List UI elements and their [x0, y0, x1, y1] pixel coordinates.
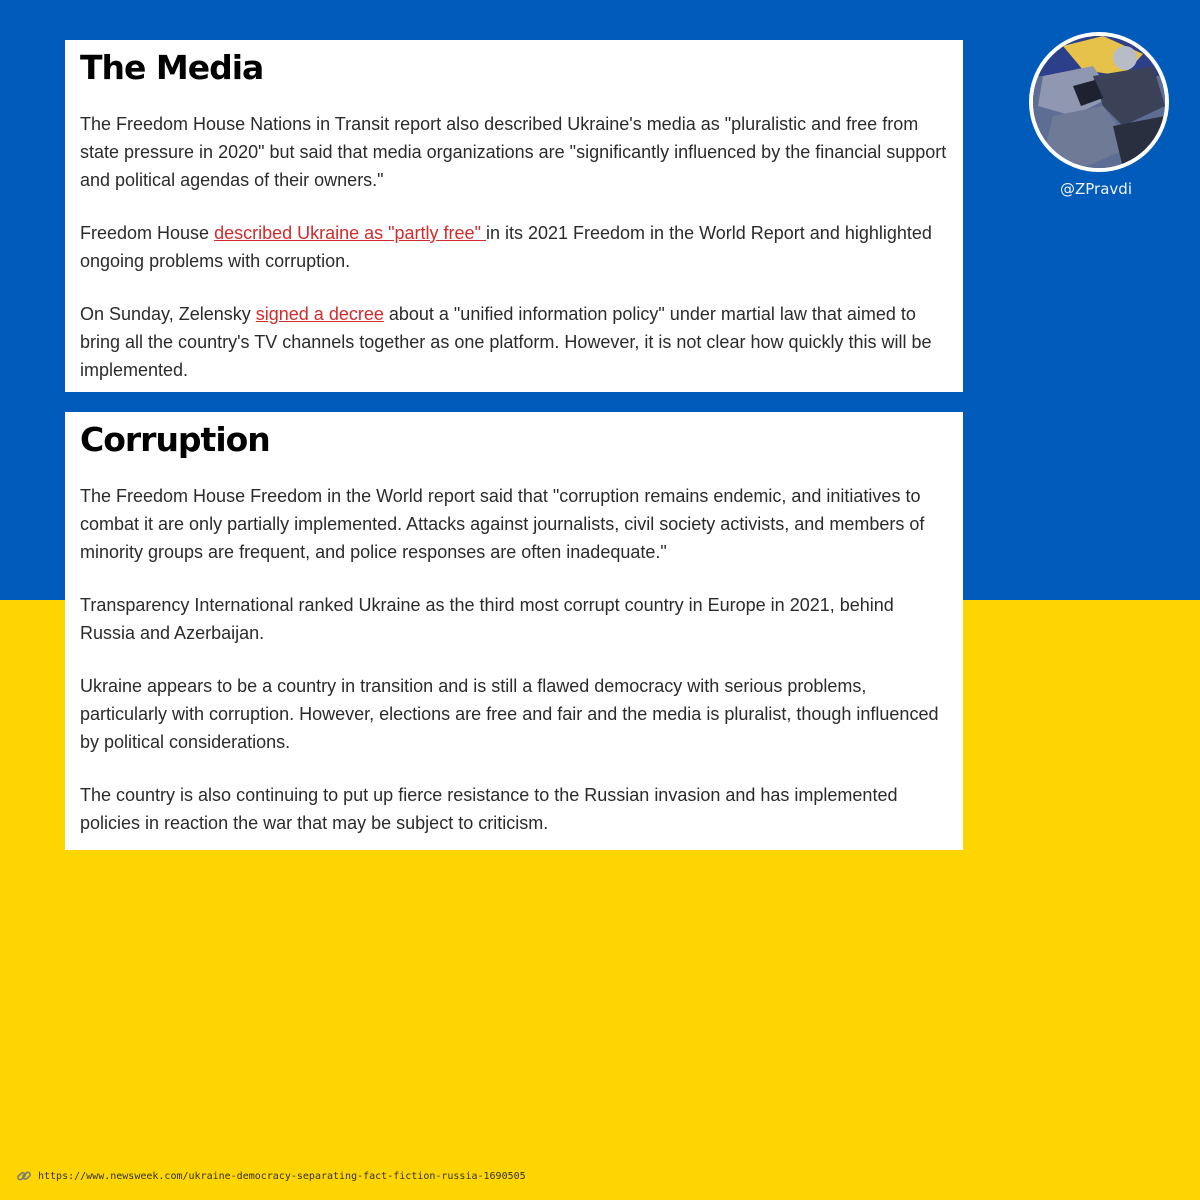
link-icon	[16, 1168, 32, 1184]
avatar-image	[1033, 36, 1165, 168]
media-paragraph-2	[80, 219, 949, 275]
media-paragraph-3	[80, 300, 949, 384]
corruption-paragraph-2: Transparency International ranked Ukraine as the third most corrupt country in Europe in 2021, behind Russia and Azerbaijan.	[80, 595, 894, 643]
section-title-corruption: Corruption	[80, 420, 270, 459]
profile-handle[interactable]: @ZPravdi	[1060, 180, 1132, 198]
paragraph-text: Freedom House	[80, 223, 215, 243]
section-title-media: The Media	[80, 48, 264, 87]
paragraph-text: in its 2021 Freedom in the World Report and highlighted ongoing problems with corruption.	[80, 223, 932, 271]
avatar[interactable]	[1029, 32, 1169, 172]
paragraph-text: about a "unified information policy" under martial law that aimed to bring all the country's TV channels together as one platform. However, it is not clear how quickly this will be implemented.	[80, 304, 932, 380]
partly-free-link[interactable]: described Ukraine as "partly free"	[214, 223, 486, 243]
corruption-paragraph-3: Ukraine appears to be a country in transition and is still a flawed democracy with serious problems, particularly with corruption. However, elections are free and fair and the media is pluralist, though influenced by political considerations.	[80, 676, 939, 752]
source-url[interactable]: https://www.newsweek.com/ukraine-democracy-separating-fact-fiction-russia-1690505	[38, 1170, 526, 1182]
corruption-paragraph-1: The Freedom House Freedom in the World report said that "corruption remains endemic, and initiatives to combat it are only partially implemented. Attacks against journalists, civil society activists, and members of minority groups are frequent, and police responses are often inadequate."	[80, 486, 925, 562]
signed-decree-link[interactable]: signed a decree	[255, 304, 384, 324]
source-footer	[16, 1168, 526, 1184]
corruption-section-card	[65, 412, 963, 850]
corruption-paragraph-4: The country is also continuing to put up fierce resistance to the Russian invasion and has implemented policies in reaction the war that may be subject to criticism.	[80, 785, 898, 833]
media-section-card	[65, 40, 963, 392]
paragraph-text: On Sunday, Zelensky	[80, 304, 256, 324]
media-paragraph-1: The Freedom House Nations in Transit report also described Ukraine's media as "pluralistic and free from state pressure in 2020" but said that media organizations are "significantly influenced by the financial support and political agendas of their owners."	[80, 114, 947, 190]
